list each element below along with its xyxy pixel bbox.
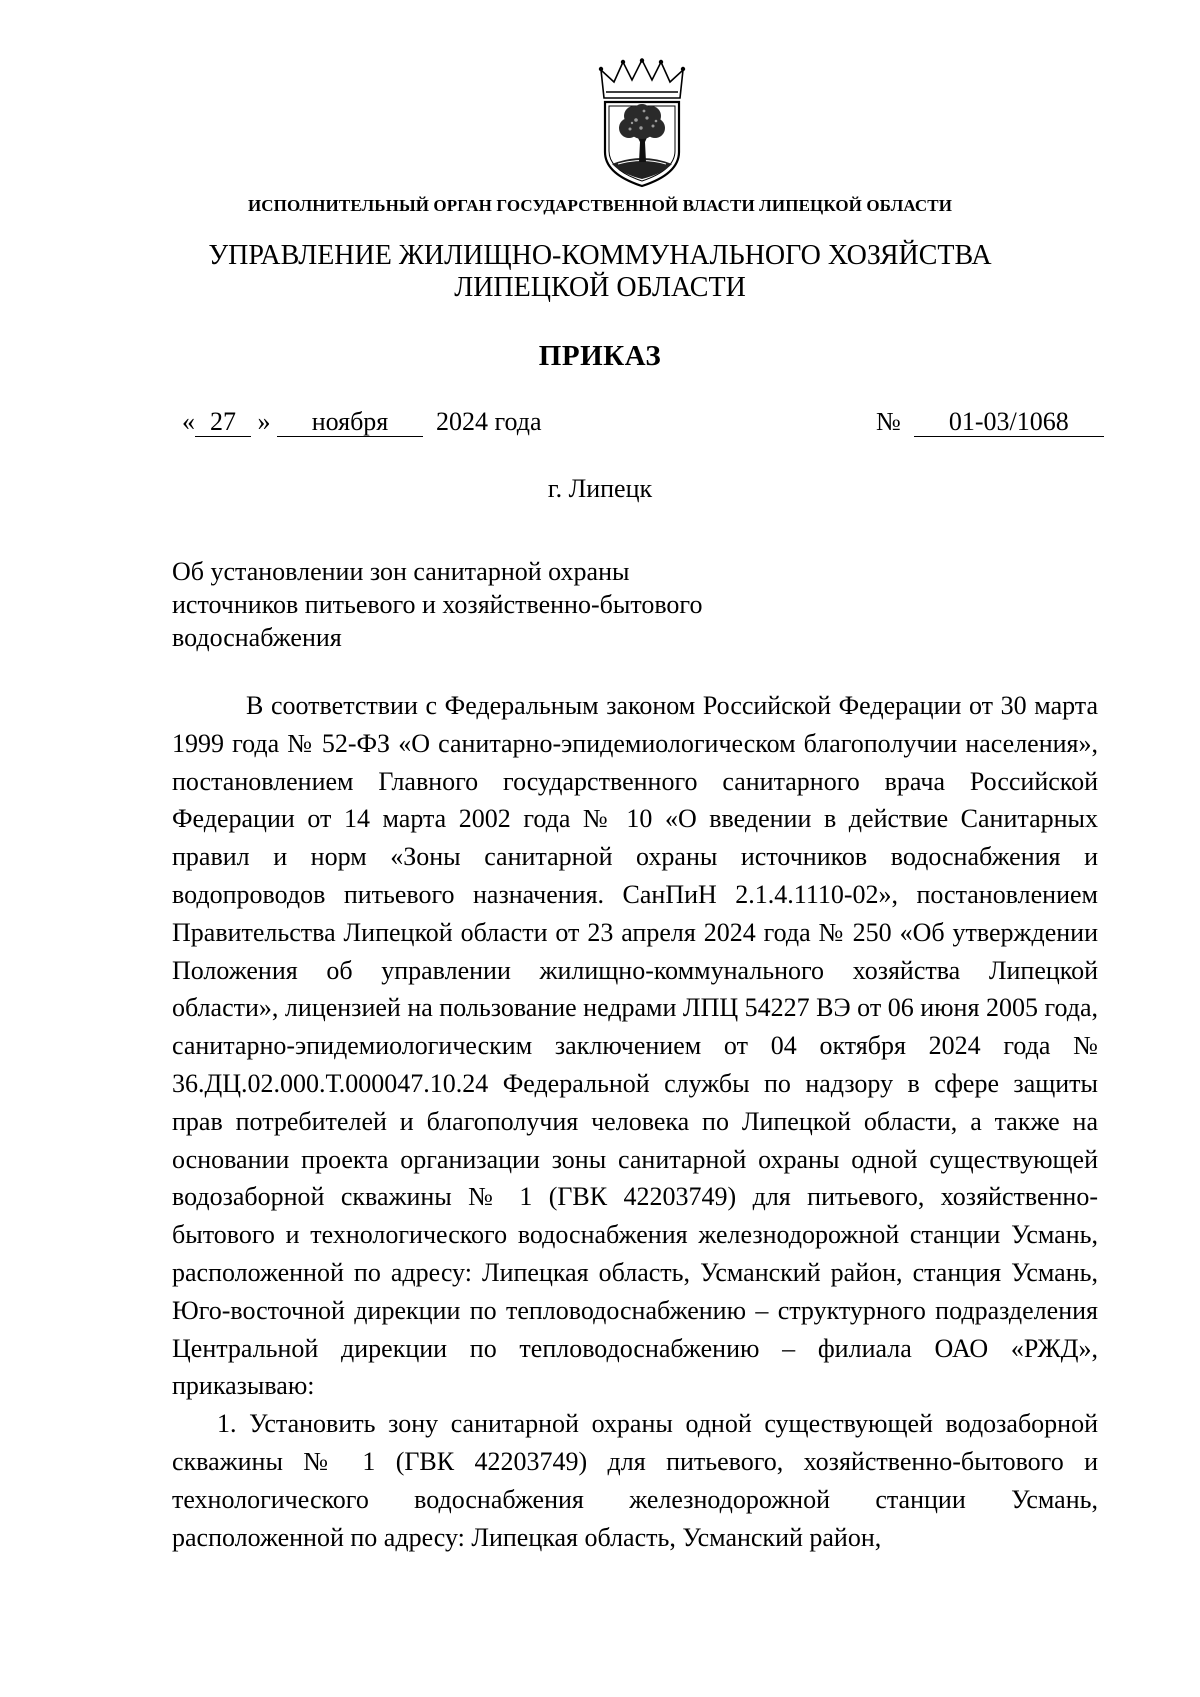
authority-name: ИСПОЛНИТЕЛЬНЫЙ ОРГАН ГОСУДАРСТВЕННОЙ ВЛАСТИ ЛИПЕЦКОЙ ОБЛАСТИ [247, 196, 953, 215]
order-number [876, 407, 1104, 437]
date-open-quote: « [182, 407, 195, 436]
city: г. Липецк [547, 474, 653, 503]
subject-line-3: водоснабжения [172, 623, 342, 652]
coat-of-arms-emblem [596, 58, 688, 190]
order-item-1: 1. Установить зону санитарной охраны одной существующей водозаборной скважины № 1 (ГВК 42203749) для питьевого, хозяйственно-бытового и технологического водоснабжения железнодорожной станции Усмань, расположенной по адресу: Липецкая область, Усманский район, [172, 1409, 1098, 1552]
department-line-1: УПРАВЛЕНИЕ ЖИЛИЩНО-КОММУНАЛЬНОГО ХОЗЯЙСТВА [208, 240, 992, 271]
document-type-title: ПРИКАЗ [538, 340, 662, 372]
order-date [182, 407, 542, 437]
subject-line-1: Об установлении зон санитарной охраны [172, 557, 630, 586]
date-day: 27 [195, 408, 251, 437]
department-line-2: ЛИПЕЦКОЙ ОБЛАСТИ [454, 272, 746, 303]
date-month: ноября [277, 408, 423, 437]
date-close-quote: » [257, 407, 271, 436]
subject-line-2: источников питьевого и хозяйственно-бытового [172, 590, 703, 619]
department-name [0, 240, 1200, 304]
preamble-paragraph: В соответствии с Федеральным законом Российской Федерации от 30 марта 1999 года № 52-ФЗ «О санитарно-эпидемиологическом благополучии населения», постановлением Главного государственного санитарного врача Российской Федерации от 14 марта 2002 года № 10 «О введении в действие Санитарных правил и норм «Зоны санитарной охраны источников водоснабжения и водопроводов питьевого назначения. СанПиН 2.1.4.1110-02», постановлением Правительства Липецкой области от 23 апреля 2024 года № 250 «Об утверждении Положения об управлении жилищно-коммунального хозяйства Липецкой области», лицензией на пользование недрами ЛПЦ 54227 ВЭ от 06 июня 2005 года, санитарно-эпидемиологическим заключением от 04 октября 2024 года № 36.ДЦ.02.000.Т.000047.10.24 Федеральной службы по надзору в сфере защиты прав потребителей и благополучия человека по Липецкой области, а также на основании проекта организации зоны санитарной охраны одной существующей водозаборной скважины № 1 (ГВК 42203749) для питьевого, хозяйственно-бытового и технологического водоснабжения железнодорожной станции Усмань, расположенной по адресу: Липецкая область, Усманский район, станция Усмань, Юго-восточной дирекции по тепловодоснабжению – структурного подразделения Центральной дирекции по тепловодоснабжению – филиала ОАО «РЖД», приказываю: [172, 691, 1098, 1401]
order-body [172, 687, 1098, 1556]
number-value: 01-03/1068 [914, 408, 1104, 437]
number-sign: № [876, 407, 901, 436]
date-year: 2024 года [436, 407, 542, 436]
order-subject [172, 555, 792, 654]
